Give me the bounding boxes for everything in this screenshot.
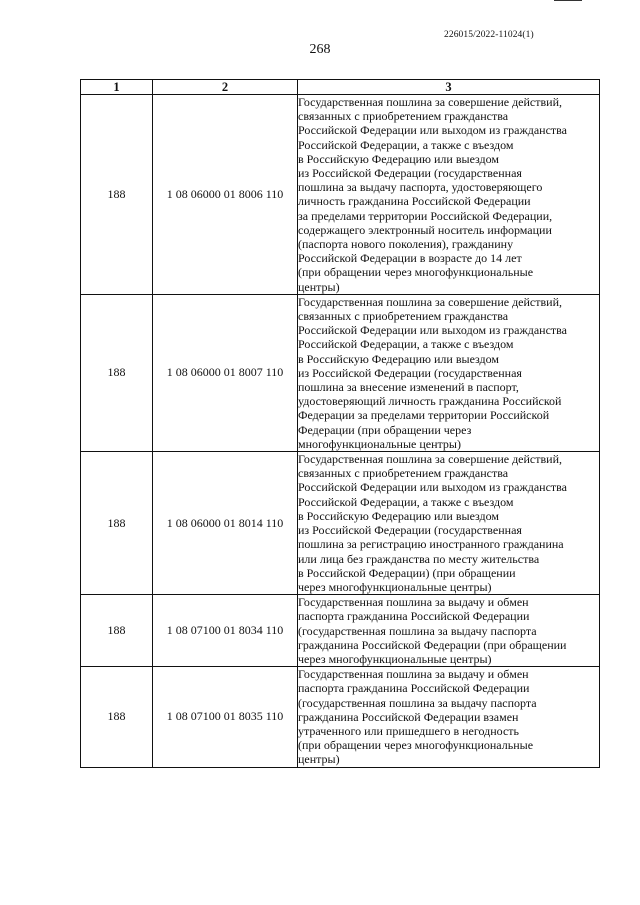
description-line: Российской Федерации или выходом из гражданства: [298, 123, 567, 138]
description-line: Российской Федерации, а также с въездом: [298, 137, 514, 152]
description-line: Федерации (при обращении через: [298, 422, 472, 437]
admin-code-cell: 188: [81, 595, 153, 667]
description-line: за пределами территории Российской Федерации,: [298, 208, 553, 223]
description-line: многофункциональные центры): [298, 436, 461, 451]
description-line: гражданина Российской Федерации (при обращении: [298, 637, 567, 652]
description-line: личность гражданина Российской Федерации: [298, 194, 531, 209]
budget-classification-code-cell: 1 08 06000 01 8006 110: [153, 95, 298, 295]
top-edge-mark: [554, 0, 582, 1]
budget-classification-code-cell: 1 08 07100 01 8034 110: [153, 595, 298, 667]
document-number: 226015/2022-11024(1): [444, 30, 534, 40]
description-line: из Российской Федерации (государственная: [298, 365, 522, 380]
description-line: Федерации за пределами территории Российской: [298, 408, 550, 423]
description-line: Государственная пошлина за совершение действий,: [298, 95, 563, 109]
description-cell: [298, 294, 600, 451]
table-body: [81, 95, 600, 768]
budget-classification-code-cell: 1 08 07100 01 8035 110: [153, 667, 298, 767]
description-cell: [298, 452, 600, 595]
column-header-1: 1: [81, 80, 153, 95]
column-header-2: 2: [153, 80, 298, 95]
admin-code-cell: 188: [81, 452, 153, 595]
description-line: (государственная пошлина за выдачу паспорта: [298, 623, 537, 638]
description-cell: [298, 95, 600, 295]
description-line: в Российскую Федерацию или выездом: [298, 508, 500, 523]
admin-code-cell: 188: [81, 667, 153, 767]
description-line: (при обращении через многофункциональные: [298, 265, 534, 280]
table-row: [81, 95, 600, 295]
description-line: через многофункциональные центры): [298, 651, 492, 666]
budget-classification-code-cell: 1 08 06000 01 8014 110: [153, 452, 298, 595]
description-line: пошлина за выдачу паспорта, удостоверяющего: [298, 180, 543, 195]
description-line: паспорта гражданина Российской Федерации: [298, 681, 530, 696]
description-line: пошлина за регистрацию иностранного гражданина: [298, 537, 564, 552]
table-header-row: [81, 80, 600, 95]
table-row: [81, 452, 600, 595]
admin-code-cell: 188: [81, 95, 153, 295]
budget-classification-code-cell: 1 08 06000 01 8007 110: [153, 294, 298, 451]
description-line: связанных с приобретением гражданства: [298, 309, 509, 324]
description-cell: [298, 667, 600, 767]
table-row: [81, 667, 600, 767]
description-line: Российской Федерации или выходом из гражданства: [298, 323, 567, 338]
description-line: (при обращении через многофункциональные: [298, 738, 534, 753]
description-line: или лица без гражданства по месту жительства: [298, 551, 540, 566]
description-line: Российской Федерации или выходом из гражданства: [298, 480, 567, 495]
description-line: Государственная пошлина за выдачу и обмен: [298, 595, 529, 610]
description-line: Российской Федерации в возрасте до 14 лет: [298, 251, 522, 266]
column-header-3: 3: [298, 80, 600, 95]
description-line: Российской Федерации, а также с въездом: [298, 337, 514, 352]
description-line: Государственная пошлина за совершение действий,: [298, 294, 563, 309]
description-line: связанных с приобретением гражданства: [298, 109, 509, 124]
description-line: удостоверяющий личность гражданина Российской: [298, 394, 562, 409]
description-line: (паспорта нового поколения), гражданину: [298, 237, 514, 252]
description-line: из Российской Федерации (государственная: [298, 523, 522, 538]
page-number: 268: [309, 42, 331, 57]
description-line: Государственная пошлина за совершение действий,: [298, 452, 563, 467]
table-row: [81, 294, 600, 451]
budget-code-table: [80, 79, 600, 768]
description-line: центры): [298, 279, 340, 294]
description-line: центры): [298, 752, 340, 767]
description-line: содержащего электронный носитель информации: [298, 222, 552, 237]
description-line: Российской Федерации, а также с въездом: [298, 494, 514, 509]
description-line: паспорта гражданина Российской Федерации: [298, 609, 530, 624]
description-cell: [298, 595, 600, 667]
description-line: утраченного или пришедшего в негодность: [298, 723, 520, 738]
description-line: из Российской Федерации (государственная: [298, 166, 522, 181]
admin-code-cell: 188: [81, 294, 153, 451]
description-line: через многофункциональные центры): [298, 579, 492, 594]
description-line: (государственная пошлина за выдачу паспорта: [298, 695, 537, 710]
description-line: связанных с приобретением гражданства: [298, 466, 509, 481]
table-row: [81, 595, 600, 667]
description-line: в Российскую Федерацию или выездом: [298, 151, 500, 166]
description-line: гражданина Российской Федерации взамен: [298, 709, 519, 724]
description-line: в Российской Федерации) (при обращении: [298, 565, 516, 580]
description-line: в Российскую Федерацию или выездом: [298, 351, 500, 366]
description-line: пошлина за внесение изменений в паспорт,: [298, 380, 519, 395]
description-line: Государственная пошлина за выдачу и обмен: [298, 667, 529, 682]
